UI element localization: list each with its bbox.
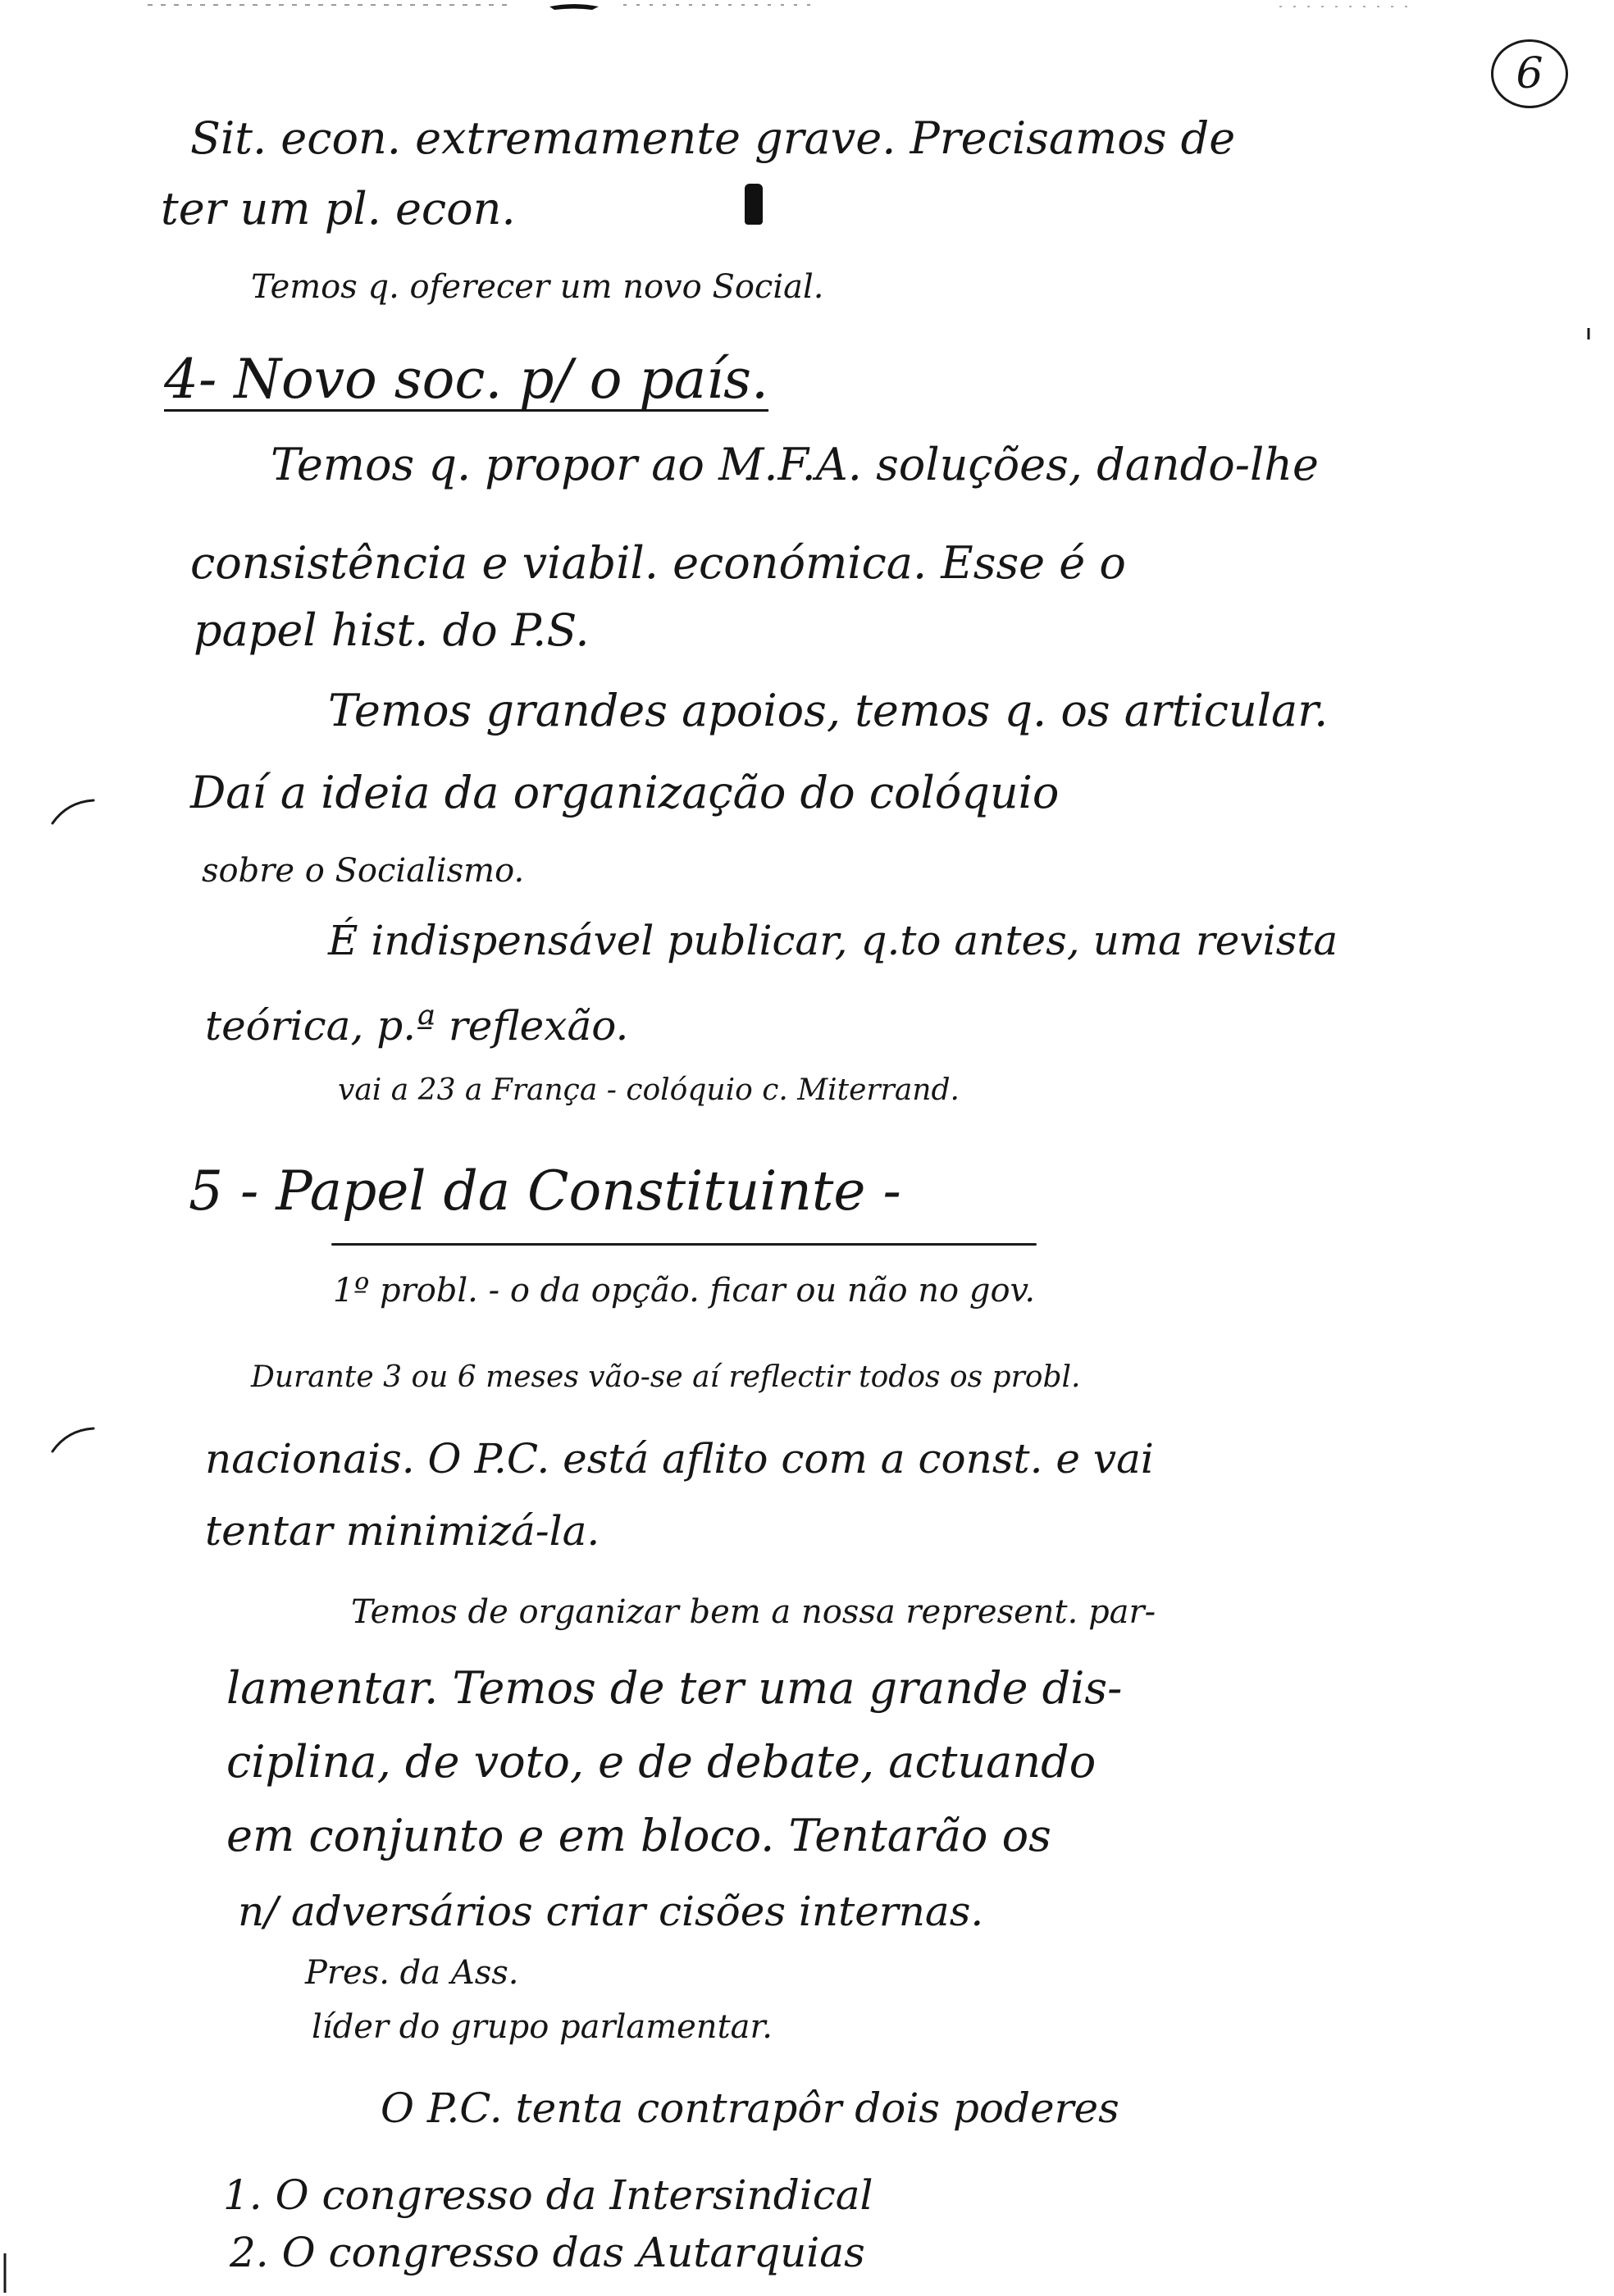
margin-punch-mark [49, 1424, 98, 1456]
section-heading-5: 5 - Papel da Constituinte - [189, 1159, 901, 1223]
line-25: líder do grupo parlamentar. [312, 2008, 773, 2046]
page-number-circle: 6 [1491, 39, 1568, 108]
section-heading-4: 4- Novo soc. p/ o país. [164, 348, 769, 411]
line-27: 1. O congresso da Intersindical [223, 2171, 873, 2219]
line-05: Temos q. propor ao M.F.A. soluções, dando-lhe [271, 439, 1319, 490]
line-10: sobre o Socialismo. [202, 852, 525, 890]
line-22: em conjunto e em bloco. Tentarão os [226, 1810, 1051, 1861]
line-08: Temos grandes apoios, temos q. os articular. [328, 685, 1329, 736]
line-20: lamentar. Temos de ter uma grande dis- [226, 1662, 1123, 1714]
scan-edge-artifact [0, 2247, 16, 2296]
line-23: n/ adversários criar cisões internas. [238, 1888, 984, 1935]
line-03: Temos q. oferecer um novo Social. [251, 268, 824, 306]
line-09: Daí a ideia da organização do colóquio [190, 767, 1060, 818]
margin-punch-mark [49, 795, 98, 828]
line-13: vai a 23 a França - colóquio c. Miterrand. [338, 1073, 960, 1107]
scan-edge-artifact [0, 0, 1614, 11]
line-21: ciplina, de voto, e de debate, actuando [226, 1736, 1097, 1788]
line-17: nacionais. O P.C. está aflito com a const. e vai [205, 1435, 1154, 1483]
stray-ink-dot [1583, 326, 1594, 343]
line-16: Durante 3 ou 6 meses vão-se aí reflectir todos os probl. [251, 1360, 1081, 1394]
line-06: consistência e viabil. económica. Esse é o [190, 537, 1126, 589]
line-15: 1º probl. - o da opção. ficar ou não no gov. [333, 1272, 1036, 1310]
line-07: papel hist. do P.S. [194, 604, 590, 656]
ink-blot-mark [745, 184, 763, 225]
heading-underline [331, 1243, 1037, 1246]
line-01: Sit. econ. extremamente grave. Precisamos de [190, 112, 1236, 164]
line-26: O P.C. tenta contrapôr dois poderes [381, 2084, 1119, 2132]
line-12: teórica, p.ª reflexão. [205, 1002, 629, 1050]
line-18: tentar minimizá-la. [205, 1507, 600, 1555]
line-19: Temos de organizar bem a nossa represent. par- [351, 1593, 1156, 1631]
line-24: Pres. da Ass. [305, 1954, 519, 1992]
line-11: É indispensável publicar, q.to antes, uma revista [328, 917, 1338, 964]
line-02: ter um pl. econ. [161, 183, 516, 235]
line-28: 2. O congresso das Autarquias [230, 2229, 865, 2276]
